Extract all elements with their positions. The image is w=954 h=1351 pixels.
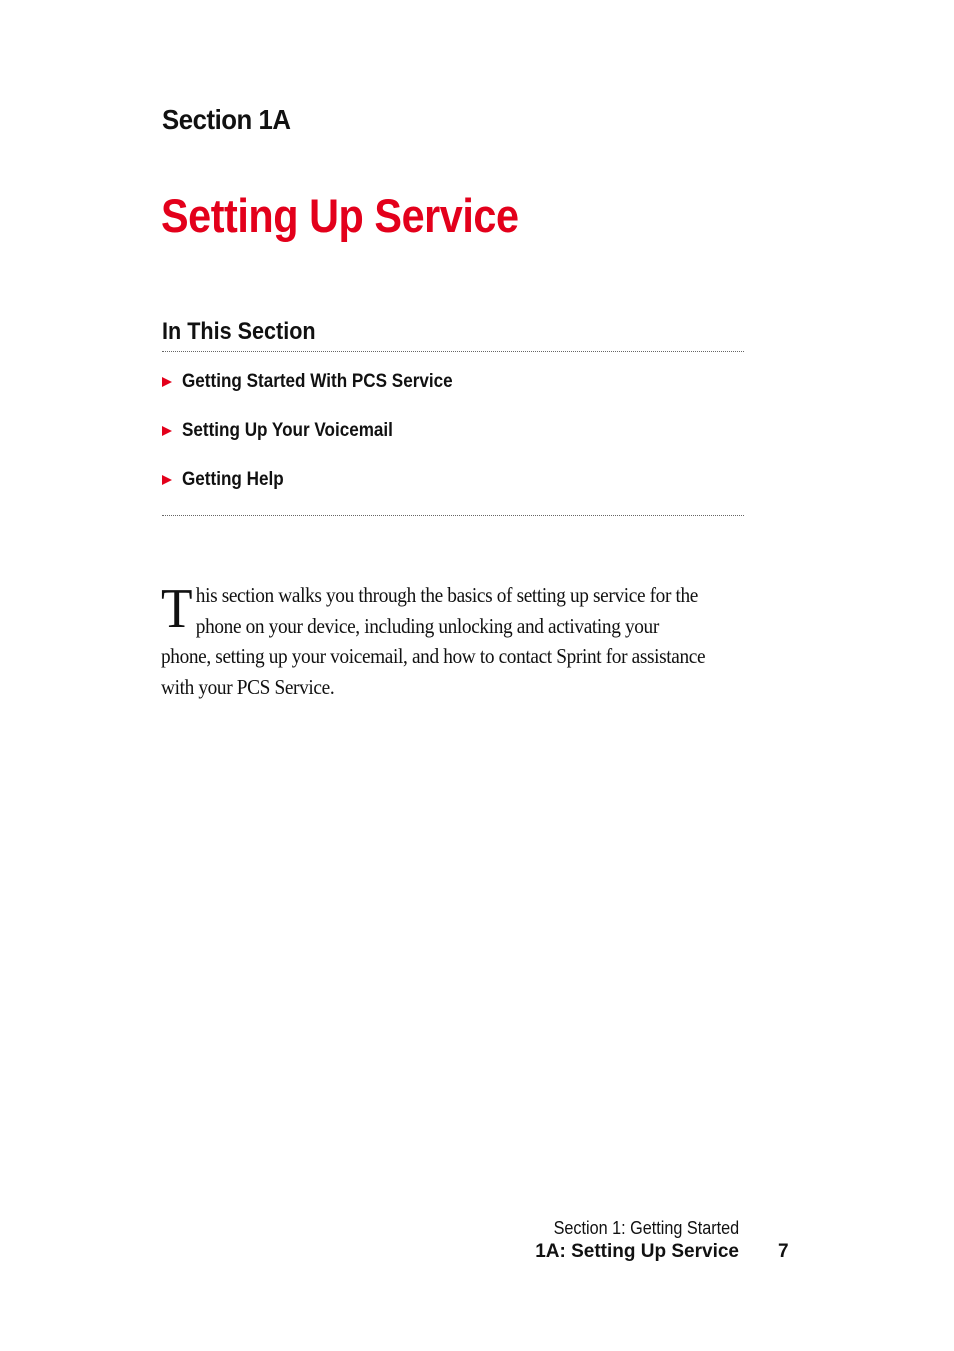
page-footer <box>533 1216 739 1264</box>
right-triangle-icon <box>162 426 172 436</box>
right-triangle-icon <box>162 475 172 485</box>
page-title: Setting Up Service <box>161 189 519 242</box>
section-label: Section 1A <box>162 104 291 135</box>
intro-paragraph <box>161 580 713 702</box>
list-item[interactable] <box>162 421 744 470</box>
footer-section-title: Section 1: Getting Started <box>553 1218 739 1238</box>
toc-item-voicemail[interactable]: Setting Up Your Voicemail <box>182 420 393 441</box>
drop-cap: T <box>161 578 193 640</box>
footer-chapter-title: 1A: Setting Up Service <box>535 1241 739 1262</box>
intro-text: his section walks you through the basics of setting up service for the phone on your device, including unlocking and activating your phone, setting up your voicemail, and how to contact Sprint for assistance with your PCS Service. <box>161 583 706 699</box>
list-item[interactable] <box>162 372 744 421</box>
page-number: 7 <box>778 1241 789 1262</box>
list-item[interactable] <box>162 470 744 519</box>
toc-item-getting-started[interactable]: Getting Started With PCS Service <box>182 371 453 392</box>
section-contents-list <box>162 352 744 519</box>
in-this-section-heading: In This Section <box>162 318 316 345</box>
right-triangle-icon <box>162 377 172 387</box>
in-this-section-box <box>162 318 744 516</box>
toc-item-getting-help[interactable]: Getting Help <box>182 469 284 490</box>
